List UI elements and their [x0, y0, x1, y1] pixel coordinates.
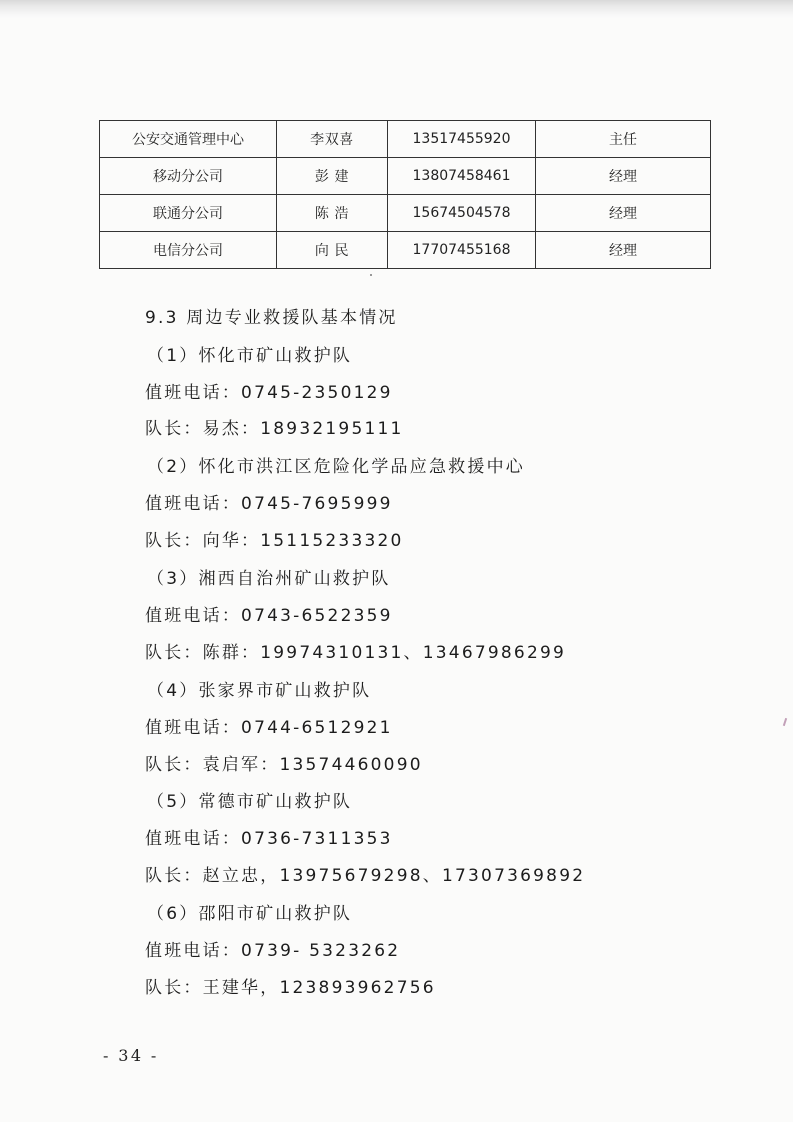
title-cell: 主任	[536, 121, 711, 158]
duty-phone: 值班电话：0739- 5323262	[145, 941, 401, 961]
duty-phone: 值班电话：0745-2350129	[145, 383, 393, 403]
duty-phone: 值班电话：0743-6522359	[145, 606, 393, 626]
unit-cell: 联通分公司	[100, 195, 277, 232]
table-row	[100, 232, 711, 269]
unit-cell: 电信分公司	[100, 232, 277, 269]
scan-edge	[0, 0, 793, 18]
team-leader: 队长：向华：15115233320	[145, 531, 404, 551]
team-name: （1）怀化市矿山救护队	[147, 346, 353, 366]
section-heading: 9.3 周边专业救援队基本情况	[145, 308, 398, 328]
team-leader: 队长：袁启军：13574460090	[145, 755, 423, 775]
title-cell: 经理	[536, 158, 711, 195]
page-number: - 34 -	[103, 1046, 159, 1065]
name-cell: 向 民	[277, 232, 388, 269]
duty-phone: 值班电话：0744-6512921	[145, 718, 393, 738]
contacts-table	[99, 120, 711, 269]
title-cell: 经理	[536, 232, 711, 269]
team-name: （6）邵阳市矿山救护队	[147, 904, 353, 924]
unit-cell: 公安交通管理中心	[100, 121, 277, 158]
phone-cell: 17707455168	[388, 232, 536, 269]
team-name: （2）怀化市洪江区危险化学品应急救援中心	[147, 457, 526, 477]
phone-cell: 13517455920	[388, 121, 536, 158]
scan-speck	[370, 274, 372, 276]
team-leader: 队长：赵立忠，13975679298、17307369892	[145, 866, 586, 886]
name-cell: 陈 浩	[277, 195, 388, 232]
team-name: （3）湘西自治州矿山救护队	[147, 569, 391, 589]
phone-cell: 15674504578	[388, 195, 536, 232]
phone-cell: 13807458461	[388, 158, 536, 195]
margin-mark	[783, 718, 787, 726]
name-cell: 李双喜	[277, 121, 388, 158]
team-leader: 队长：王建华，123893962756	[145, 978, 436, 998]
title-cell: 经理	[536, 195, 711, 232]
team-leader: 队长：易杰：18932195111	[145, 419, 404, 439]
name-cell: 彭 建	[277, 158, 388, 195]
table-row	[100, 121, 711, 158]
duty-phone: 值班电话：0736-7311353	[145, 829, 393, 849]
unit-cell: 移动分公司	[100, 158, 277, 195]
table-row	[100, 195, 711, 232]
team-name: （5）常德市矿山救护队	[147, 792, 353, 812]
table-row	[100, 158, 711, 195]
team-name: （4）张家界市矿山救护队	[147, 681, 372, 701]
duty-phone: 值班电话：0745-7695999	[145, 494, 393, 514]
team-leader: 队长：陈群：19974310131、13467986299	[145, 643, 567, 663]
